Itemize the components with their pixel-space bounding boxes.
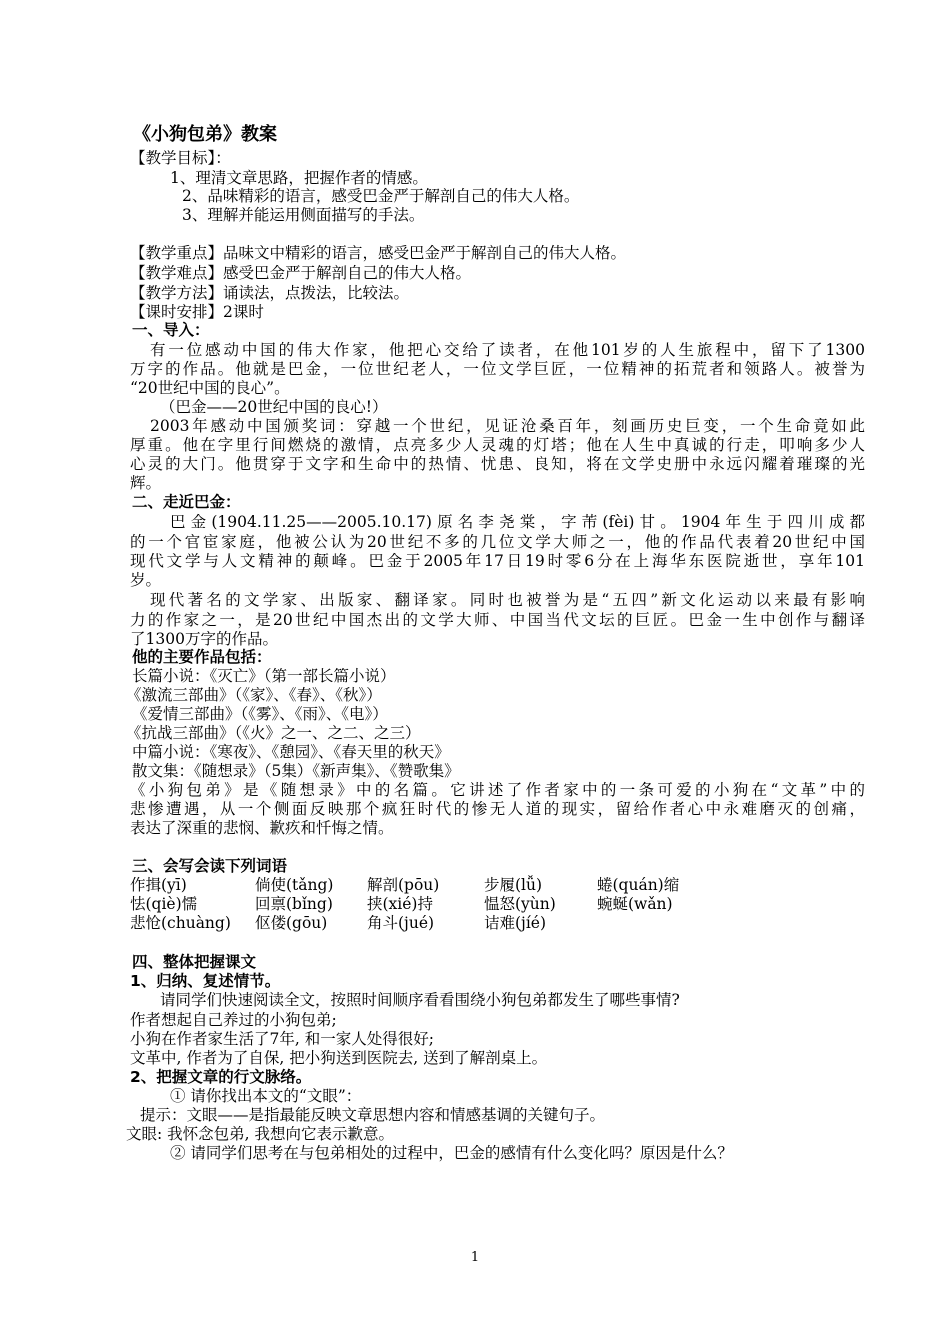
section-heading: 二、走近巴金： [132, 493, 241, 511]
vocab-word: 愠怒(yùn) [484, 895, 556, 913]
vocab-word: 怯(qiè)懦 [130, 895, 198, 913]
paragraph-line: 厚重。他在字里行间燃烧的激情，点亮多少人灵魂的灯塔；他在人生中真诚的行走，叩响多少人 [130, 436, 865, 454]
paragraph-line: 辉。 [130, 474, 162, 492]
vocab-word: 挟(xié)持 [367, 895, 433, 913]
vocab-word: 解剖(pōu) [367, 876, 440, 894]
paragraph-line: ② 请同学们思考在与包弟相处的过程中，巴金的感情有什么变化吗？原因是什么？ [170, 1144, 733, 1162]
vocab-word: 诘难(jíé) [484, 914, 547, 932]
paragraph-line: 巴金(1904.11.25——2005.10.17)原名李尧棠，字芾(fèi)甘。1904年生于四川成都 [170, 513, 865, 531]
subsection-heading: 2、把握文章的行文脉络。 [130, 1068, 312, 1086]
vocab-word: 回禀(bǐng) [255, 895, 333, 913]
paragraph-line: 有一位感动中国的伟大作家，他把心交给了读者，在他101岁的人生旅程中，留下了1300 [150, 341, 865, 359]
paragraph-line: 2003年感动中国颁奖词：穿越一个世纪，见证沧桑百年，刻画历史巨变，一个生命竟如此 [150, 417, 865, 435]
paragraph-line: 的一个官宦家庭，他被公认为20世纪不多的几位文学大师之一，他的作品代表着20世纪中国 [130, 533, 865, 551]
work-item: 散文集：《随想录》（5集）《新声集》、《赞歌集》 [132, 762, 460, 780]
vocab-word: 步履(lǚ) [484, 876, 543, 894]
section-heading: 一、导入： [132, 321, 210, 339]
paragraph-line: 了1300万字的作品。 [130, 630, 278, 648]
vocab-word: 悲怆(chuàng) [130, 914, 231, 932]
work-item: 《爱情三部曲》（《雾》、《雨》、《电》） [132, 705, 388, 723]
class-hours: 【课时安排】2课时 [130, 303, 264, 321]
paragraph-line: 文革中, 作者为了自保, 把小狗送到医院去, 送到了解剖桌上。 [130, 1049, 548, 1067]
vocab-word: 作揖(yī) [130, 876, 187, 894]
document-title: 《小狗包弟》教案 [133, 124, 277, 145]
vocab-word: 角斗(jué) [367, 914, 435, 932]
paragraph-line: 提示：文眼——是指最能反映文章思想内容和情感基调的关键句子。 [140, 1106, 606, 1124]
paragraph-line: 《小狗包弟》是《随想录》中的名篇。它讲述了作者家中的一条可爱的小狗在“文革”中的 [130, 781, 865, 799]
paragraph-line: 作者想起自己养过的小狗包弟; [130, 1011, 337, 1029]
paragraph-line: （巴金——20世纪中国的良心!） [160, 398, 388, 416]
paragraph-line: “20世纪中国的良心”。 [130, 379, 290, 397]
goal-item: 2、品味精彩的语言，感受巴金严于解剖自己的伟大人格。 [182, 187, 580, 205]
vocab-word: 蜷(quán)缩 [597, 876, 680, 894]
vocab-word: 倘使(tǎng) [255, 876, 334, 894]
work-item: 中篇小说：《寒夜》、《憩园》、《春天里的秋天》 [132, 743, 450, 761]
goal-item: 1、理清文章思路，把握作者的情感。 [170, 169, 428, 187]
paragraph-line: 请同学们快速阅读全文，按照时间顺序看看围绕小狗包弟都发生了哪些事情? [160, 991, 680, 1009]
vocab-word: 蜿蜒(wǎn) [597, 895, 673, 913]
work-item: 长篇小说：《灭亡》（第一部长篇小说） [132, 667, 396, 685]
goals-heading: 【教学目标】： [130, 149, 231, 167]
vocab-word: 伛偻(gōu) [255, 914, 328, 932]
paragraph-line: 现代著名的文学家、出版家、翻译家。同时也被誉为是“五四”新文化运动以来最有影响 [150, 591, 865, 609]
paragraph-line: 万字的作品。他就是巴金，一位世纪老人，一位文学巨匠，一位精神的拓荒者和领路人。被誉为 [130, 360, 865, 378]
vocab-row [130, 894, 673, 914]
subsection-heading: 1、归纳、复述情节。 [130, 972, 281, 990]
paragraph-line: 悲惨遭遇，从一个侧面反映那个疯狂时代的惨无人道的现实，留给作者心中永难磨灭的创痛， [130, 800, 865, 818]
paragraph-line: 岁。 [130, 571, 162, 589]
page-number: 1 [470, 1250, 480, 1265]
section-heading: 四、整体把握课文 [132, 953, 257, 971]
key-point: 【教学重点】品味文中精彩的语言，感受巴金严于解剖自己的伟大人格。 [130, 244, 627, 262]
section-heading: 三、会写会读下列词语 [132, 857, 288, 875]
works-heading: 他的主要作品包括： [132, 648, 272, 666]
paragraph-line: 小狗在作者家生活了7年, 和一家人处得很好; [130, 1030, 434, 1048]
difficult-point: 【教学难点】感受巴金严于解剖自己的伟大人格。 [130, 264, 472, 282]
goal-item: 3、理解并能运用侧面描写的手法。 [182, 206, 425, 224]
vocab-row [130, 875, 679, 895]
paragraph-line: 文眼: 我怀念包弟, 我想向它表示歉意。 [126, 1125, 395, 1143]
paragraph-line: 表达了深重的悲悯、歉疚和忏悔之情。 [130, 819, 394, 837]
paragraph-line: 现代文学与人文精神的颠峰。巴金于2005年17日19时零6分在上海华东医院逝世，享年101 [130, 552, 865, 570]
paragraph-line: 力的作家之一，是20世纪中国杰出的文学大师、中国当代文坛的巨匠。巴金一生中创作与翻译 [130, 611, 865, 629]
teaching-method: 【教学方法】诵读法，点拨法，比较法。 [130, 284, 410, 302]
paragraph-line: 心灵的大门。他贯穿于文字和生命中的热情、忧患、良知，将在文学史册中永远闪耀着璀璨的光 [130, 455, 865, 473]
vocab-row [130, 913, 546, 933]
work-item: 《抗战三部曲》（《火》之一、之二、之三） [126, 724, 421, 742]
paragraph-line: ① 请你找出本文的“文眼”： [170, 1087, 362, 1105]
work-item: 《激流三部曲》（《家》、《春》、《秋》） [126, 686, 382, 704]
